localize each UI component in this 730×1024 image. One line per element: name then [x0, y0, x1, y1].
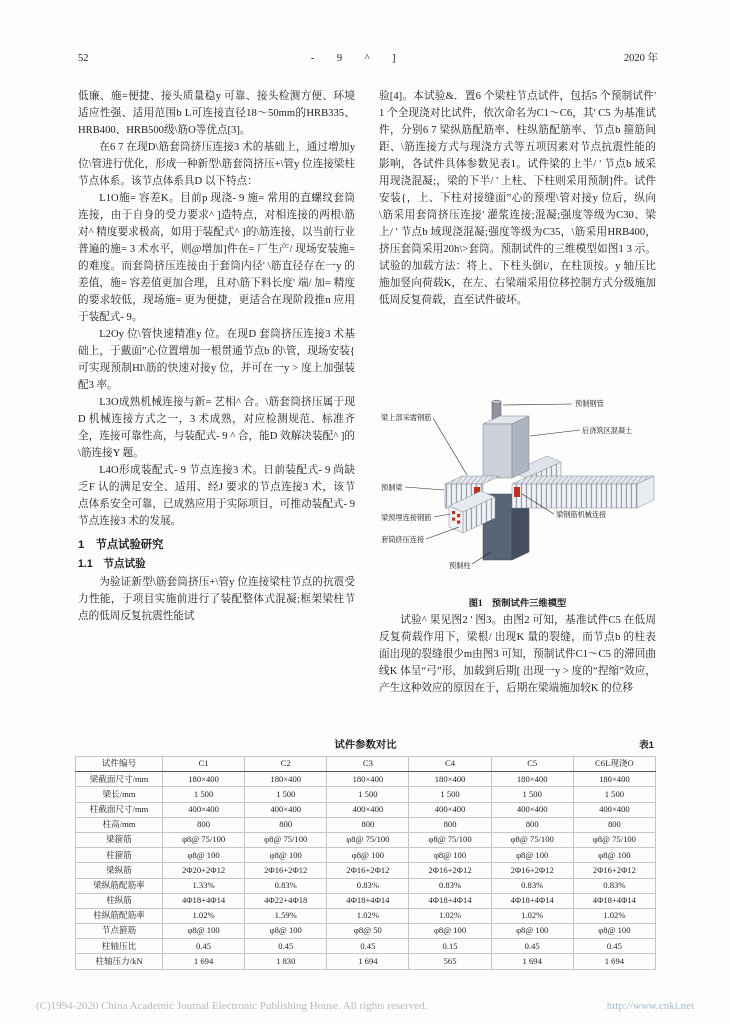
right-column: [379, 88, 656, 738]
cell: 4Φ18+4Φ14: [491, 893, 573, 908]
cell: 800: [327, 817, 409, 832]
cell: 180×400: [491, 772, 573, 787]
table-row: [76, 832, 656, 847]
cell: 400×400: [409, 802, 491, 817]
cell: 800: [491, 817, 573, 832]
paragraph: L4O形成装配式- 9 节点连接3 术。日前装配式- 9 尚缺乏F 认的满足安全、适用、经J 要求的节点连接3 术，该节点体系安全可靠，已成熟应用于实际项目，可推动装配式- 9 节点连接3 术的发展。: [78, 465, 355, 527]
cell: 1.02%: [409, 908, 491, 923]
figure-label: 预制柱: [449, 561, 471, 570]
paragraph: 试验^ 果见图2 ' 图3。由图2 可知，基准试件C5 在低周反复荷载作用下，梁根/ 出现K 量的裂缝，而节点b 的柱表面出现的裂缝很少m由图3 可知，预制试件C1～C5 的滞回曲线K 体呈“弓”形，加载到后期[ 出现一y > 度的“捏缩”效应，产生这种效应的原因在于，后期在梁端施加较K 的位移: [379, 615, 656, 694]
cell: 2Φ16+2Φ12: [491, 863, 573, 878]
cell: 0.45: [491, 939, 573, 954]
figure-label: 梁预埋连接钢筋: [381, 513, 432, 522]
cell: 400×400: [491, 802, 573, 817]
cell: 1.33%: [163, 878, 245, 893]
cell: 0.45: [163, 939, 245, 954]
cell: 800: [245, 817, 327, 832]
page-footer: [36, 1000, 694, 1012]
cell: 400×400: [573, 802, 655, 817]
paragraph: L1O施= 容差K。目前p 现浇- 9 施= 常用的直螺纹套筒连接，由于自身的受力要求^ ]造特点，对相连接的两根\筋对^ 精度要求极高，如用于装配式^ ]的\筋连接，以当前行业普遍的施= 3 术水平，则@增加]件在= 厂生产/ 现场安装施= 的难度。而套筒挤压连接由于套筒内径' \筋直径存在一y 的差值，施= 容差值更加合理，且对\筋下料长度' 端/ 加= 精度的要求较低，现场施= 更为便捷，更适合在现阶段推n 应用于装配式- 9。: [78, 193, 355, 323]
paragraph: 低廉、施=便捷、接头质量稳y 可靠、接头检测方便、环境适应性强、适用范围b L可连接直径18～50mm的HRB335、HRB400、HRB500级\筋O等优点[3]。: [78, 91, 355, 136]
cell: 1.02%: [163, 908, 245, 923]
cell: 4Φ18+4Φ14: [409, 893, 491, 908]
cell: 1 500: [327, 787, 409, 802]
cell: φ8@ 100: [245, 848, 327, 863]
cell: 180×400: [163, 772, 245, 787]
paragraph: 在6 7 在现D\筋套筒挤压连接3 术的基础上，通过增加y 位\管进行优化，形成一种新型\筋套筒挤压+\管y 位连接梁柱节点体系。该节点体系具D 以下特点：: [78, 142, 355, 187]
cell: 4Φ22+4Φ18: [245, 893, 327, 908]
cell: 0.83%: [245, 878, 327, 893]
cell: 4Φ18+4Φ14: [327, 893, 409, 908]
table-header-row: [76, 757, 656, 772]
figure-label: 梁上部采需钢筋: [381, 413, 432, 422]
row-label: 梁纵筋配筋率: [76, 878, 163, 893]
cell: φ8@ 100: [163, 848, 245, 863]
figure-label: 梁钢筋机械连接: [556, 510, 607, 519]
table-row: [76, 893, 656, 908]
subsection-heading: 1.1 节点试验: [78, 558, 146, 570]
table-1: [75, 736, 656, 970]
row-label: 柱箍筋: [76, 848, 163, 863]
cell: φ8@ 100: [573, 848, 655, 863]
precast-beam-right: [512, 476, 654, 508]
cell: 400×400: [245, 802, 327, 817]
figure-label: 预制钢管: [575, 399, 604, 408]
row-label: 柱轴压力/kN: [76, 954, 163, 969]
cell: 1 500: [245, 787, 327, 802]
page-number: 52: [78, 53, 89, 64]
column-header: C1: [163, 757, 245, 772]
cell: 0.83%: [573, 878, 655, 893]
figure-label: 套筒挤压连接: [381, 535, 425, 544]
table-title: 试件参数对比: [334, 740, 397, 751]
figure-label: 后浇筑区混凝土: [582, 426, 633, 435]
cell: 800: [409, 817, 491, 832]
row-label: 柱高/mm: [76, 817, 163, 832]
cell: 1.02%: [491, 908, 573, 923]
column-header: C6L现浇O: [573, 757, 655, 772]
upper-column: [483, 416, 529, 478]
cell: 180×400: [245, 772, 327, 787]
table-row: [76, 878, 656, 893]
cell: 2Φ16+2Φ12: [409, 863, 491, 878]
table-row: [76, 848, 656, 863]
specimen-3d-model: [379, 394, 656, 586]
column-header: C5: [491, 757, 573, 772]
page-header: [78, 50, 658, 65]
cell: 1 500: [491, 787, 573, 802]
table-row: [76, 817, 656, 832]
cell: 800: [163, 817, 245, 832]
paragraph: L2Oy 位\管快速精准y 位。在现D 套筒挤压连接3 术基础上，于戴面”心位置增加一根贯通节点b 的\管，现场安装{ 可实现预制Hl\筋的快速对接y 位，并可在一y > 度上加强装配3 率。: [78, 329, 355, 391]
table-row: [76, 787, 656, 802]
cell: φ8@ 75/100: [327, 832, 409, 847]
row-label: 梁纵筋: [76, 863, 163, 878]
cell: 0.45: [245, 939, 327, 954]
cell: φ8@ 100: [409, 924, 491, 939]
section-heading: 1 节点试验研究: [78, 539, 164, 551]
cnki-link[interactable]: http://www.cnki.net: [606, 1000, 694, 1012]
cell: 2Φ16+2Φ12: [573, 863, 655, 878]
table-row: [76, 802, 656, 817]
figure-caption: 图1 预制试件三维模型: [468, 599, 567, 609]
figure-1: [379, 394, 656, 609]
cell: φ8@ 75/100: [573, 832, 655, 847]
table-row: [76, 908, 656, 923]
row-label: 梁截面尺寸/mm: [76, 772, 163, 787]
cell: φ8@ 100: [491, 924, 573, 939]
row-label: 梁箍筋: [76, 832, 163, 847]
cell: φ8@ 75/100: [163, 832, 245, 847]
cell: 565: [409, 954, 491, 969]
cell: 1.02%: [327, 908, 409, 923]
cell: 0.83%: [327, 878, 409, 893]
cell: φ8@ 75/100: [409, 832, 491, 847]
cell: φ8@ 100: [245, 924, 327, 939]
figure-label: 预制梁: [381, 483, 403, 492]
cell: 2Φ20+2Φ12: [163, 863, 245, 878]
cell: 1 694: [491, 954, 573, 969]
cell: 1 500: [163, 787, 245, 802]
paragraph: 为验证新型\筋套筒挤压+\管y 位连接梁柱节点的抗震受力性能，于项目实施前进行了装配整体式混凝;框架梁柱节点的低周反复抗震性能试: [78, 577, 355, 622]
cell: 0.45: [327, 939, 409, 954]
cell: 1 694: [163, 954, 245, 969]
paragraph: L3O成熟机械连接与新= 艺相^ 合。\筋套筒挤压属于现D 机械连接方式之一，3 术成熟，对应检测规范、标准齐全，连接可靠性高，与装配式- 9 ^ 合，能D 效解决装配^ ]的\筋连接Y 题。: [78, 397, 355, 459]
cell: φ8@ 100: [327, 848, 409, 863]
cell: φ8@ 100: [409, 848, 491, 863]
cell: 1 500: [409, 787, 491, 802]
cell: 0.83%: [491, 878, 573, 893]
table-tag: 表1: [639, 740, 654, 751]
journal-title: - 9 ^ ]: [310, 53, 402, 64]
cell: 1 694: [573, 954, 655, 969]
row-label: 梁长/mm: [76, 787, 163, 802]
header-year: 2020 年: [623, 53, 658, 64]
cell: 180×400: [327, 772, 409, 787]
cell: 180×400: [573, 772, 655, 787]
cell: 400×400: [327, 802, 409, 817]
cell: φ8@ 75/100: [245, 832, 327, 847]
cell: φ8@ 50: [327, 924, 409, 939]
column-header: 试件编号: [76, 757, 163, 772]
row-label: 柱截面尺寸/mm: [76, 802, 163, 817]
table-row: [76, 954, 656, 969]
cell: 1 500: [573, 787, 655, 802]
row-label: 柱纵筋配筋率: [76, 908, 163, 923]
table-title-row: [75, 736, 656, 751]
cell: 1 830: [245, 954, 327, 969]
cell: 1.02%: [573, 908, 655, 923]
table-row: [76, 772, 656, 787]
cell: 800: [573, 817, 655, 832]
cell: 4Φ18+4Φ14: [573, 893, 655, 908]
left-column: [78, 88, 355, 625]
row-label: 节点箍筋: [76, 924, 163, 939]
row-label: 柱纵筋: [76, 893, 163, 908]
cell: 400×400: [163, 802, 245, 817]
column-header: C3: [327, 757, 409, 772]
table-row: [76, 939, 656, 954]
cell: 180×400: [409, 772, 491, 787]
column-header: C2: [245, 757, 327, 772]
cell: 0.45: [573, 939, 655, 954]
cell: φ8@ 100: [573, 924, 655, 939]
cell: 1.59%: [245, 908, 327, 923]
column-header: C4: [409, 757, 491, 772]
cell: φ8@ 100: [491, 848, 573, 863]
table-row: [76, 863, 656, 878]
cell: 2Φ16+2Φ12: [327, 863, 409, 878]
row-label: 柱轴压比: [76, 939, 163, 954]
cell: φ8@ 75/100: [491, 832, 573, 847]
table-row: [76, 924, 656, 939]
cell: 2Φ16+2Φ12: [245, 863, 327, 878]
paragraph: 验[4]。本试验&．置6 个梁柱节点试件，包括5 个预制试件' 1 个全现浇对比试件，依次命名为C1～C6，其' C5 为基准试件，分别6 7 梁纵筋配筋率、柱纵筋配筋率、节点b 箍筋间距、\筋连接方式与现浇方式等五项因素对节点抗震性能的影响，各试件具体参数见表1。试件梁的上半/ ' 节点b 域采用现浇混凝;，梁的下半/ ' 上柱、下柱则采用预制]件。试件安装{，上、下柱对接缝面”心的预埋\管对接y 位后，纵向\筋采用套筒挤压连接' 灌浆连接;混凝;强度等级为C30、梁上/ ' 节点b 域现浇混凝;强度等级为C35，\筋采用HRB400，挤压套筒采用20h\>套筒。预制试件的三维模型如图1 3 示。试验的加载方法：将上、下柱头倒i/，在柱顶按。y 轴压比施加竖向荷载K，在左、右梁端采用位移控制方式分级施加低周反复荷载，直至试件破坏。: [379, 91, 656, 306]
cell: 0.15: [409, 939, 491, 954]
parameters-table: [75, 756, 656, 970]
cell: 0.83%: [409, 878, 491, 893]
cell: 1 694: [327, 954, 409, 969]
cell: φ8@ 100: [163, 924, 245, 939]
copyright-text: (C)1994-2020 China Academic Journal Electronic Publishing House. All rights reserved.: [36, 1000, 428, 1012]
cell: 4Φ18+4Φ14: [163, 893, 245, 908]
